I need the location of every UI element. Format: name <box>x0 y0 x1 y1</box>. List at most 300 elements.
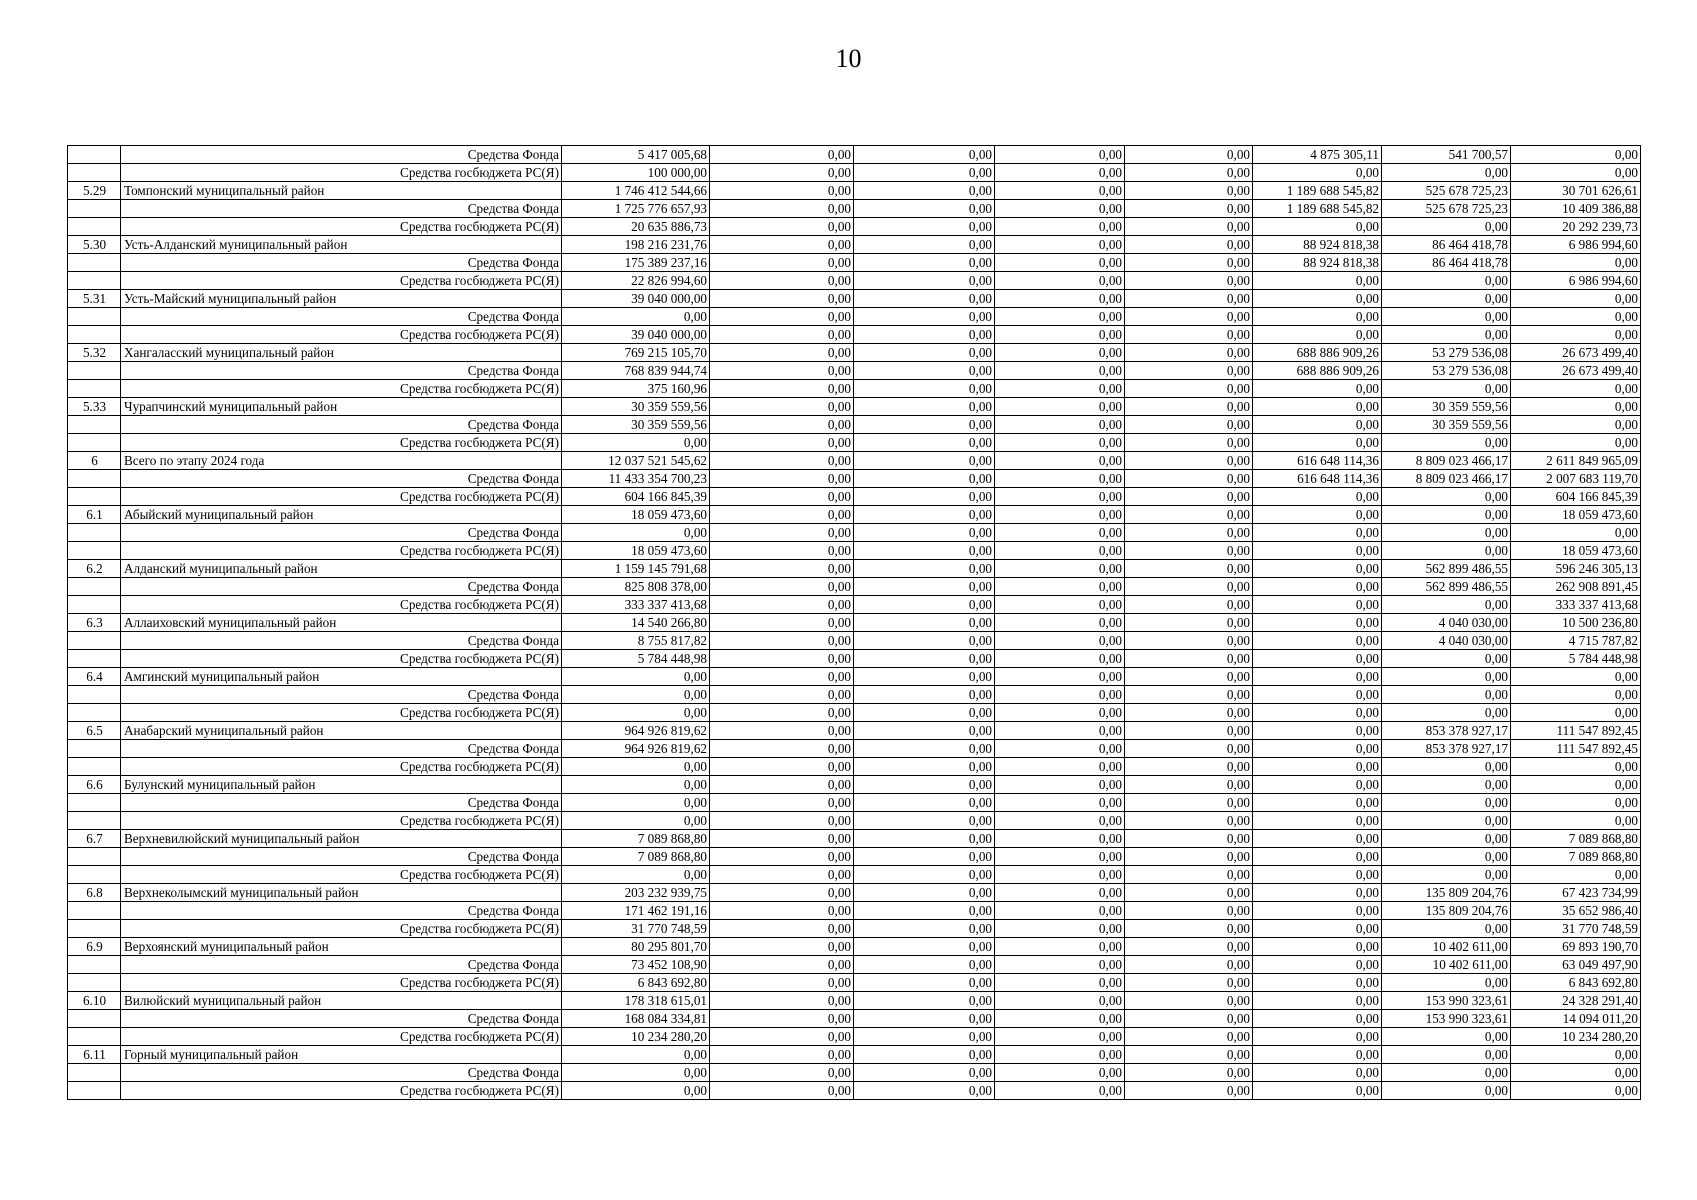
amount-cell: 0,00 <box>1125 830 1253 848</box>
row-number <box>68 974 121 992</box>
amount-cell: 0,00 <box>1511 146 1641 164</box>
amount-cell: 0,00 <box>995 434 1125 452</box>
amount-cell: 80 295 801,70 <box>562 938 710 956</box>
amount-cell: 30 359 559,56 <box>562 398 710 416</box>
amount-cell: 0,00 <box>995 686 1125 704</box>
amount-cell: 0,00 <box>710 740 854 758</box>
table-row <box>68 812 1641 830</box>
amount-cell: 0,00 <box>1253 326 1382 344</box>
amount-cell: 0,00 <box>995 344 1125 362</box>
amount-cell: 39 040 000,00 <box>562 326 710 344</box>
table-row <box>68 632 1641 650</box>
table-row <box>68 1064 1641 1082</box>
amount-cell: 0,00 <box>995 866 1125 884</box>
amount-cell: 0,00 <box>562 1064 710 1082</box>
amount-cell: 0,00 <box>1253 416 1382 434</box>
funding-source-label: Средства госбюджета РС(Я) <box>121 758 562 776</box>
amount-cell: 0,00 <box>995 974 1125 992</box>
amount-cell: 0,00 <box>854 200 995 218</box>
amount-cell: 0,00 <box>710 1064 854 1082</box>
amount-cell: 0,00 <box>1253 920 1382 938</box>
amount-cell: 0,00 <box>854 218 995 236</box>
district-name: Амгинский муниципальный район <box>121 668 562 686</box>
amount-cell: 0,00 <box>854 1010 995 1028</box>
funding-source-label: Средства госбюджета РС(Я) <box>121 164 562 182</box>
amount-cell: 0,00 <box>562 1082 710 1100</box>
amount-cell: 0,00 <box>854 614 995 632</box>
amount-cell: 0,00 <box>854 560 995 578</box>
row-number <box>68 416 121 434</box>
amount-cell: 100 000,00 <box>562 164 710 182</box>
amount-cell: 0,00 <box>1511 416 1641 434</box>
amount-cell: 10 500 236,80 <box>1511 614 1641 632</box>
amount-cell: 0,00 <box>995 884 1125 902</box>
amount-cell: 0,00 <box>1253 398 1382 416</box>
amount-cell: 0,00 <box>710 164 854 182</box>
amount-cell: 0,00 <box>995 758 1125 776</box>
amount-cell: 1 189 688 545,82 <box>1253 200 1382 218</box>
amount-cell: 0,00 <box>1511 326 1641 344</box>
funding-source-label: Средства госбюджета РС(Я) <box>121 596 562 614</box>
amount-cell: 769 215 105,70 <box>562 344 710 362</box>
amount-cell: 0,00 <box>1253 1010 1382 1028</box>
amount-cell: 0,00 <box>710 308 854 326</box>
amount-cell: 6 986 994,60 <box>1511 236 1641 254</box>
funding-source-label: Средства госбюджета РС(Я) <box>121 920 562 938</box>
amount-cell: 0,00 <box>1382 308 1511 326</box>
amount-cell: 0,00 <box>710 542 854 560</box>
amount-cell: 18 059 473,60 <box>562 542 710 560</box>
amount-cell: 111 547 892,45 <box>1511 740 1641 758</box>
amount-cell: 0,00 <box>1125 290 1253 308</box>
budget-table <box>67 145 1641 1100</box>
amount-cell: 0,00 <box>1125 1046 1253 1064</box>
amount-cell: 0,00 <box>1253 902 1382 920</box>
amount-cell: 0,00 <box>854 1028 995 1046</box>
table-row <box>68 182 1641 200</box>
row-number <box>68 596 121 614</box>
funding-source-label: Средства Фонда <box>121 524 562 542</box>
row-number: 6.9 <box>68 938 121 956</box>
amount-cell: 0,00 <box>1125 848 1253 866</box>
table-row <box>68 794 1641 812</box>
row-number <box>68 794 121 812</box>
amount-cell: 31 770 748,59 <box>562 920 710 938</box>
amount-cell: 0,00 <box>995 560 1125 578</box>
amount-cell: 0,00 <box>1253 560 1382 578</box>
amount-cell: 562 899 486,55 <box>1382 578 1511 596</box>
amount-cell: 178 318 615,01 <box>562 992 710 1010</box>
amount-cell: 53 279 536,08 <box>1382 344 1511 362</box>
district-name: Чурапчинский муниципальный район <box>121 398 562 416</box>
amount-cell: 0,00 <box>710 416 854 434</box>
amount-cell: 0,00 <box>1125 704 1253 722</box>
amount-cell: 8 809 023 466,17 <box>1382 470 1511 488</box>
amount-cell: 688 886 909,26 <box>1253 362 1382 380</box>
funding-source-label: Средства Фонда <box>121 740 562 758</box>
amount-cell: 0,00 <box>1511 1064 1641 1082</box>
amount-cell: 853 378 927,17 <box>1382 722 1511 740</box>
amount-cell: 0,00 <box>854 1046 995 1064</box>
funding-source-label: Средства госбюджета РС(Я) <box>121 434 562 452</box>
row-number <box>68 434 121 452</box>
amount-cell: 0,00 <box>854 920 995 938</box>
amount-cell: 0,00 <box>995 200 1125 218</box>
amount-cell: 0,00 <box>1125 920 1253 938</box>
table-row <box>68 578 1641 596</box>
amount-cell: 30 359 559,56 <box>562 416 710 434</box>
amount-cell: 604 166 845,39 <box>562 488 710 506</box>
amount-cell: 0,00 <box>1382 326 1511 344</box>
amount-cell: 0,00 <box>1125 974 1253 992</box>
amount-cell: 688 886 909,26 <box>1253 344 1382 362</box>
amount-cell: 0,00 <box>710 1028 854 1046</box>
amount-cell: 0,00 <box>854 740 995 758</box>
amount-cell: 0,00 <box>1125 758 1253 776</box>
amount-cell: 0,00 <box>1125 452 1253 470</box>
amount-cell: 0,00 <box>1125 722 1253 740</box>
amount-cell: 0,00 <box>1382 668 1511 686</box>
amount-cell: 0,00 <box>1125 344 1253 362</box>
amount-cell: 0,00 <box>1253 434 1382 452</box>
row-number: 5.32 <box>68 344 121 362</box>
amount-cell: 0,00 <box>1125 884 1253 902</box>
amount-cell: 10 402 611,00 <box>1382 956 1511 974</box>
amount-cell: 768 839 944,74 <box>562 362 710 380</box>
amount-cell: 1 189 688 545,82 <box>1253 182 1382 200</box>
table-row <box>68 434 1641 452</box>
amount-cell: 0,00 <box>710 614 854 632</box>
amount-cell: 0,00 <box>995 488 1125 506</box>
row-number: 6.7 <box>68 830 121 848</box>
amount-cell: 0,00 <box>995 938 1125 956</box>
amount-cell: 0,00 <box>995 632 1125 650</box>
amount-cell: 0,00 <box>854 938 995 956</box>
amount-cell: 0,00 <box>854 578 995 596</box>
amount-cell: 0,00 <box>1253 488 1382 506</box>
row-number <box>68 902 121 920</box>
amount-cell: 14 094 011,20 <box>1511 1010 1641 1028</box>
amount-cell: 0,00 <box>1253 794 1382 812</box>
amount-cell: 22 826 994,60 <box>562 272 710 290</box>
amount-cell: 175 389 237,16 <box>562 254 710 272</box>
amount-cell: 0,00 <box>1125 902 1253 920</box>
amount-cell: 0,00 <box>1511 686 1641 704</box>
amount-cell: 0,00 <box>710 902 854 920</box>
table-row <box>68 272 1641 290</box>
amount-cell: 10 234 280,20 <box>1511 1028 1641 1046</box>
amount-cell: 0,00 <box>1125 1064 1253 1082</box>
page-number: 10 <box>835 44 862 73</box>
amount-cell: 0,00 <box>710 776 854 794</box>
amount-cell: 0,00 <box>1253 758 1382 776</box>
amount-cell: 30 359 559,56 <box>1382 398 1511 416</box>
district-name: Горный муниципальный район <box>121 1046 562 1064</box>
row-number <box>68 200 121 218</box>
row-number <box>68 578 121 596</box>
amount-cell: 0,00 <box>854 1064 995 1082</box>
amount-cell: 0,00 <box>1125 578 1253 596</box>
amount-cell: 88 924 818,38 <box>1253 254 1382 272</box>
amount-cell: 0,00 <box>1382 596 1511 614</box>
amount-cell: 0,00 <box>1125 218 1253 236</box>
table-row <box>68 254 1641 272</box>
amount-cell: 0,00 <box>1125 146 1253 164</box>
amount-cell: 375 160,96 <box>562 380 710 398</box>
row-number <box>68 740 121 758</box>
table-row <box>68 344 1641 362</box>
amount-cell: 20 635 886,73 <box>562 218 710 236</box>
funding-source-label: Средства госбюджета РС(Я) <box>121 380 562 398</box>
amount-cell: 4 875 305,11 <box>1253 146 1382 164</box>
funding-source-label: Средства Фонда <box>121 200 562 218</box>
row-number <box>68 920 121 938</box>
amount-cell: 0,00 <box>995 776 1125 794</box>
amount-cell: 0,00 <box>1253 668 1382 686</box>
amount-cell: 853 378 927,17 <box>1382 740 1511 758</box>
table-row <box>68 560 1641 578</box>
amount-cell: 14 540 266,80 <box>562 614 710 632</box>
amount-cell: 0,00 <box>854 470 995 488</box>
amount-cell: 0,00 <box>1382 866 1511 884</box>
amount-cell: 0,00 <box>995 524 1125 542</box>
amount-cell: 604 166 845,39 <box>1511 488 1641 506</box>
amount-cell: 0,00 <box>1382 704 1511 722</box>
amount-cell: 0,00 <box>1253 830 1382 848</box>
amount-cell: 0,00 <box>995 542 1125 560</box>
amount-cell: 0,00 <box>854 488 995 506</box>
amount-cell: 10 409 386,88 <box>1511 200 1641 218</box>
row-number <box>68 1010 121 1028</box>
amount-cell: 0,00 <box>710 974 854 992</box>
amount-cell: 0,00 <box>1382 830 1511 848</box>
funding-source-label: Средства госбюджета РС(Я) <box>121 542 562 560</box>
funding-source-label: Средства госбюджета РС(Я) <box>121 1028 562 1046</box>
amount-cell: 0,00 <box>995 398 1125 416</box>
amount-cell: 0,00 <box>710 326 854 344</box>
amount-cell: 6 843 692,80 <box>562 974 710 992</box>
amount-cell: 0,00 <box>1382 920 1511 938</box>
funding-source-label: Средства Фонда <box>121 254 562 272</box>
amount-cell: 0,00 <box>854 758 995 776</box>
row-number <box>68 1064 121 1082</box>
table-row <box>68 992 1641 1010</box>
amount-cell: 111 547 892,45 <box>1511 722 1641 740</box>
amount-cell: 73 452 108,90 <box>562 956 710 974</box>
table-row <box>68 956 1641 974</box>
amount-cell: 0,00 <box>710 398 854 416</box>
amount-cell: 0,00 <box>1382 1064 1511 1082</box>
table-row <box>68 416 1641 434</box>
table-row <box>68 668 1641 686</box>
row-number: 6.4 <box>68 668 121 686</box>
amount-cell: 153 990 323,61 <box>1382 1010 1511 1028</box>
table-row <box>68 542 1641 560</box>
table-row <box>68 758 1641 776</box>
amount-cell: 0,00 <box>1253 290 1382 308</box>
amount-cell: 0,00 <box>854 146 995 164</box>
amount-cell: 0,00 <box>1511 434 1641 452</box>
amount-cell: 5 417 005,68 <box>562 146 710 164</box>
row-number <box>68 524 121 542</box>
amount-cell: 86 464 418,78 <box>1382 236 1511 254</box>
amount-cell: 39 040 000,00 <box>562 290 710 308</box>
amount-cell: 0,00 <box>710 236 854 254</box>
amount-cell: 0,00 <box>1125 308 1253 326</box>
amount-cell: 1 725 776 657,93 <box>562 200 710 218</box>
amount-cell: 12 037 521 545,62 <box>562 452 710 470</box>
amount-cell: 0,00 <box>854 272 995 290</box>
amount-cell: 0,00 <box>1125 488 1253 506</box>
amount-cell: 0,00 <box>710 1082 854 1100</box>
district-name: Верхнеколымский муниципальный район <box>121 884 562 902</box>
table-row <box>68 236 1641 254</box>
row-number <box>68 272 121 290</box>
amount-cell: 0,00 <box>1382 434 1511 452</box>
amount-cell: 0,00 <box>995 650 1125 668</box>
amount-cell: 0,00 <box>710 470 854 488</box>
table-row <box>68 974 1641 992</box>
amount-cell: 0,00 <box>854 326 995 344</box>
amount-cell: 7 089 868,80 <box>1511 848 1641 866</box>
table-row <box>68 596 1641 614</box>
amount-cell: 0,00 <box>854 1082 995 1100</box>
amount-cell: 0,00 <box>995 326 1125 344</box>
amount-cell: 333 337 413,68 <box>1511 596 1641 614</box>
district-name: Алданский муниципальный район <box>121 560 562 578</box>
amount-cell: 0,00 <box>1125 632 1253 650</box>
funding-source-label: Средства госбюджета РС(Я) <box>121 650 562 668</box>
amount-cell: 0,00 <box>1253 542 1382 560</box>
amount-cell: 0,00 <box>710 218 854 236</box>
amount-cell: 541 700,57 <box>1382 146 1511 164</box>
amount-cell: 10 402 611,00 <box>1382 938 1511 956</box>
funding-source-label: Средства Фонда <box>121 308 562 326</box>
amount-cell: 0,00 <box>995 146 1125 164</box>
amount-cell: 0,00 <box>995 380 1125 398</box>
amount-cell: 198 216 231,76 <box>562 236 710 254</box>
amount-cell: 0,00 <box>995 236 1125 254</box>
amount-cell: 0,00 <box>1253 992 1382 1010</box>
row-number <box>68 254 121 272</box>
amount-cell: 0,00 <box>1125 686 1253 704</box>
amount-cell: 0,00 <box>854 902 995 920</box>
district-name: Булунский муниципальный район <box>121 776 562 794</box>
table-row <box>68 866 1641 884</box>
amount-cell: 0,00 <box>854 812 995 830</box>
amount-cell: 0,00 <box>854 884 995 902</box>
amount-cell: 0,00 <box>995 578 1125 596</box>
amount-cell: 0,00 <box>995 1010 1125 1028</box>
amount-cell: 0,00 <box>1125 794 1253 812</box>
amount-cell: 0,00 <box>1125 182 1253 200</box>
table-row <box>68 704 1641 722</box>
row-number <box>68 1028 121 1046</box>
amount-cell: 0,00 <box>1125 614 1253 632</box>
amount-cell: 0,00 <box>995 794 1125 812</box>
amount-cell: 0,00 <box>1125 542 1253 560</box>
row-number <box>68 632 121 650</box>
amount-cell: 0,00 <box>1125 416 1253 434</box>
amount-cell: 0,00 <box>1125 272 1253 290</box>
amount-cell: 5 784 448,98 <box>562 650 710 668</box>
amount-cell: 5 784 448,98 <box>1511 650 1641 668</box>
amount-cell: 0,00 <box>1382 1046 1511 1064</box>
table-row <box>68 506 1641 524</box>
amount-cell: 0,00 <box>1511 524 1641 542</box>
row-number <box>68 542 121 560</box>
amount-cell: 171 462 191,16 <box>562 902 710 920</box>
amount-cell: 0,00 <box>995 164 1125 182</box>
district-name: Всего по этапу 2024 года <box>121 452 562 470</box>
amount-cell: 0,00 <box>1125 956 1253 974</box>
table-row <box>68 1082 1641 1100</box>
amount-cell: 0,00 <box>710 884 854 902</box>
amount-cell: 0,00 <box>710 704 854 722</box>
amount-cell: 0,00 <box>1125 164 1253 182</box>
amount-cell: 0,00 <box>995 956 1125 974</box>
amount-cell: 0,00 <box>995 452 1125 470</box>
amount-cell: 0,00 <box>1253 938 1382 956</box>
table-row <box>68 218 1641 236</box>
row-number: 6 <box>68 452 121 470</box>
amount-cell: 0,00 <box>1253 776 1382 794</box>
amount-cell: 135 809 204,76 <box>1382 884 1511 902</box>
amount-cell: 1 159 145 791,68 <box>562 560 710 578</box>
amount-cell: 0,00 <box>995 1046 1125 1064</box>
amount-cell: 35 652 986,40 <box>1511 902 1641 920</box>
amount-cell: 0,00 <box>854 182 995 200</box>
table-row <box>68 902 1641 920</box>
funding-source-label: Средства Фонда <box>121 848 562 866</box>
amount-cell: 86 464 418,78 <box>1382 254 1511 272</box>
amount-cell: 262 908 891,45 <box>1511 578 1641 596</box>
amount-cell: 0,00 <box>1382 488 1511 506</box>
table-row <box>68 380 1641 398</box>
amount-cell: 153 990 323,61 <box>1382 992 1511 1010</box>
amount-cell: 0,00 <box>1125 326 1253 344</box>
amount-cell: 0,00 <box>995 272 1125 290</box>
table-row <box>68 1046 1641 1064</box>
amount-cell: 0,00 <box>995 992 1125 1010</box>
amount-cell: 0,00 <box>995 1064 1125 1082</box>
funding-source-label: Средства Фонда <box>121 146 562 164</box>
amount-cell: 11 433 354 700,23 <box>562 470 710 488</box>
amount-cell: 0,00 <box>1253 272 1382 290</box>
amount-cell: 2 611 849 965,09 <box>1511 452 1641 470</box>
amount-cell: 0,00 <box>1382 218 1511 236</box>
amount-cell: 0,00 <box>1382 650 1511 668</box>
amount-cell: 0,00 <box>854 992 995 1010</box>
amount-cell: 88 924 818,38 <box>1253 236 1382 254</box>
amount-cell: 0,00 <box>710 578 854 596</box>
amount-cell: 0,00 <box>995 308 1125 326</box>
table-row <box>68 848 1641 866</box>
amount-cell: 0,00 <box>854 956 995 974</box>
amount-cell: 0,00 <box>710 866 854 884</box>
amount-cell: 0,00 <box>1382 506 1511 524</box>
row-number: 6.2 <box>68 560 121 578</box>
amount-cell: 0,00 <box>1511 254 1641 272</box>
row-number <box>68 380 121 398</box>
amount-cell: 0,00 <box>710 146 854 164</box>
amount-cell: 6 843 692,80 <box>1511 974 1641 992</box>
amount-cell: 0,00 <box>710 632 854 650</box>
district-name: Анабарский муниципальный район <box>121 722 562 740</box>
funding-source-label: Средства госбюджета РС(Я) <box>121 218 562 236</box>
funding-source-label: Средства Фонда <box>121 956 562 974</box>
amount-cell: 0,00 <box>1511 380 1641 398</box>
